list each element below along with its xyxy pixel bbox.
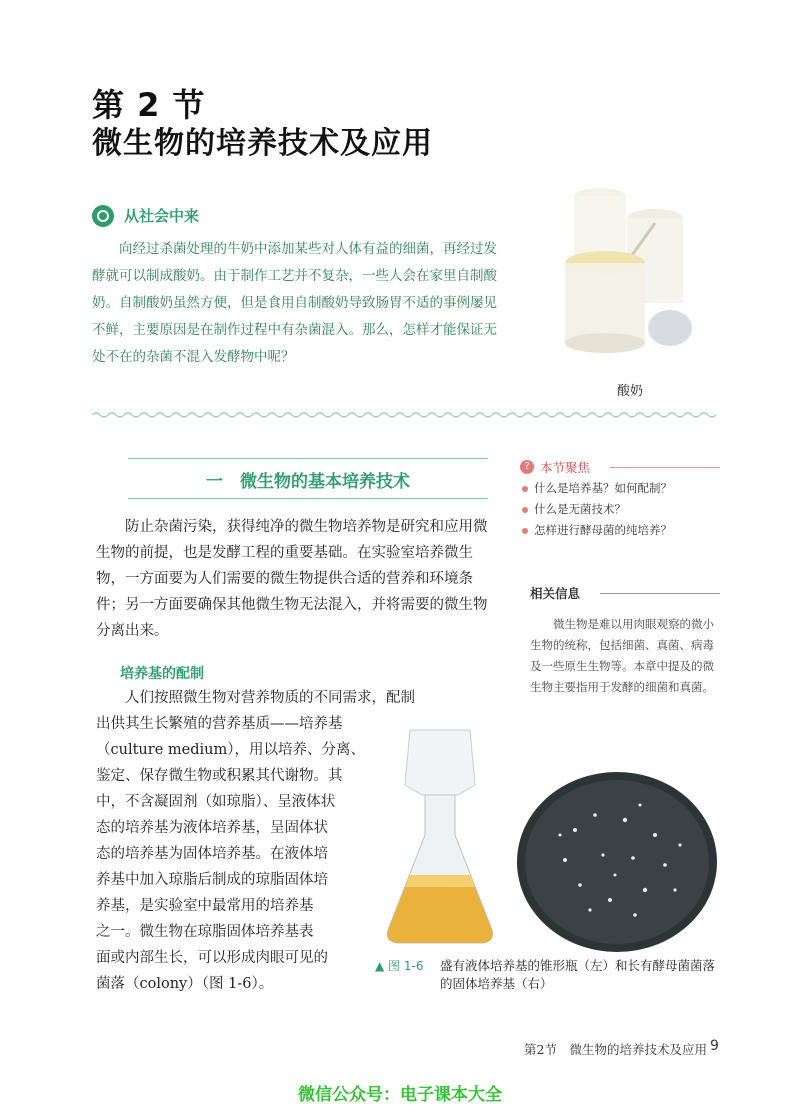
yogurt-caption: 酸奶 <box>616 384 643 399</box>
question-icon: ? <box>520 460 534 474</box>
related-info-rule <box>600 593 720 594</box>
yogurt-photo <box>560 178 695 368</box>
paragraph-line: 养基中加入琼脂后制成的琼脂固体培 <box>96 872 328 888</box>
section-heading: 一 微生物的基本培养技术 <box>206 472 410 492</box>
intro-paragraph: 防止杂菌污染，获得纯净的微生物培养物是研究和应用微生物的前提，也是发酵工程的重要基础。在实验室培养微生物，一方面要为人们需要的微生物提供合适的营养和环境条件；另一方面要确保其他微生物无法混入，并将需要的微生物分离出来。 <box>96 519 488 639</box>
from-society-text: 向经过杀菌处理的牛奶中添加某些对人体有益的细菌，再经过发酵就可以制成酸奶。由于制作工艺并不复杂，一些人会在家里自制酸奶。自制酸奶虽然方便，但是食用自制酸奶导致肠胃不适的事例屡见不鲜，主要原因是在制作过程中有杂菌混入。那么，怎样才能保证无处不在的杂菌不混入发酵物中呢？ <box>92 241 497 365</box>
paragraph-line: 鉴定、保存微生物或积累其代谢物。其 <box>96 768 343 784</box>
paragraph-line: 菌落（colony）（图 1-6）。 <box>96 976 274 992</box>
wave-divider <box>92 410 720 420</box>
figure-label: ▲ 图 1-6 <box>375 959 424 973</box>
paragraph-line: 态的培养基为固体培养基。在液体培 <box>96 846 328 862</box>
paragraph-line: 中，不含凝固剂（如琼脂）、呈液体状 <box>96 794 336 810</box>
wechat-watermark: 微信公众号：电子课本大全 <box>298 1085 502 1105</box>
paragraph-line: （culture medium），用以培养、分离、 <box>96 742 365 758</box>
eye-icon <box>92 205 114 227</box>
section-rule-top <box>128 458 488 459</box>
section-focus <box>520 458 720 541</box>
focus-item: 什么是无菌技术？ <box>520 499 720 520</box>
paragraph-line: 养基，是实验室中最常用的培养基 <box>96 898 314 914</box>
petri-dish-photo <box>515 770 720 955</box>
flask-photo <box>380 725 500 950</box>
focus-header <box>520 458 720 478</box>
focus-title: 本节聚焦 <box>540 460 591 475</box>
paragraph-line: 面或内部生长，可以形成肉眼可见的 <box>96 950 328 966</box>
chapter-title: 微生物的培养技术及应用 <box>92 126 433 161</box>
subsection-heading: 培养基的配制 <box>120 666 204 682</box>
paragraph-line: 出供其生长繁殖的营养基质——培养基 <box>96 716 343 732</box>
section-rule-bottom <box>128 498 488 499</box>
paragraph-line: 人们按照微生物对营养物质的不同需求，配制 <box>96 690 415 706</box>
focus-rule <box>610 467 720 468</box>
figure-caption: 盛有液体培养基的锥形瓶（左）和长有酵母菌菌落的固体培养基（右） <box>440 958 716 991</box>
related-info-text: 微生物是难以用肉眼观察的微小生物的统称，包括细菌、真菌、病毒及一些原生生物等。本章中提及的微生物主要指用于发酵的细菌和真菌。 <box>530 617 714 694</box>
from-society-title: 从社会中来 <box>124 207 200 225</box>
focus-item: 怎样进行酵母菌的纯培养？ <box>520 520 720 541</box>
paragraph-line: 态的培养基为液体培养基，呈固体状 <box>96 820 328 836</box>
focus-item: 什么是培养基？如何配制？ <box>520 478 720 499</box>
related-info-title: 相关信息 <box>530 586 581 601</box>
chapter-number: 第 2 节 <box>92 86 206 124</box>
paragraph-line: 之一。微生物在琼脂固体培养基表 <box>96 924 314 940</box>
page-number: 9 <box>710 1038 719 1054</box>
running-footer: 第2节 微生物的培养技术及应用 <box>524 1042 707 1057</box>
